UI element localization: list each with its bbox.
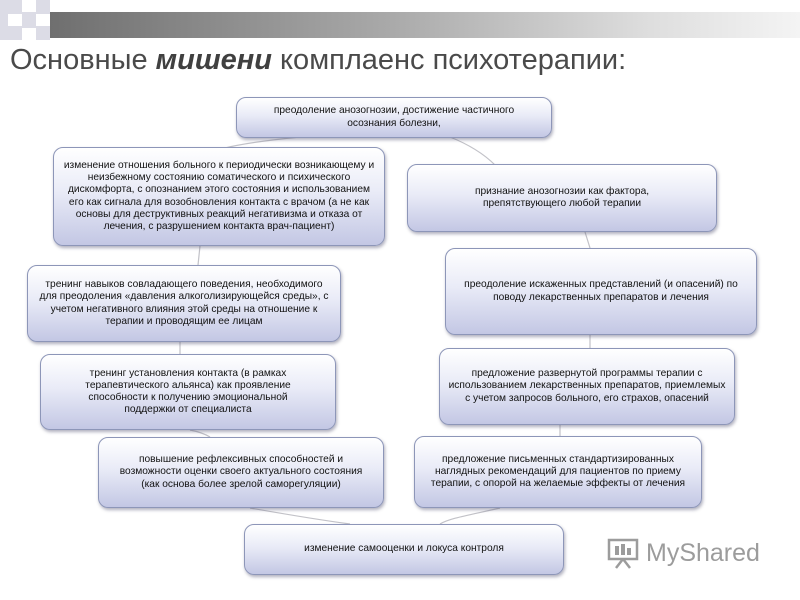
node-left-1-text: изменение отношения больного к периодически возникающему и неизбежному состоянию соматического и психического дискомфорта, с опознанием этого состояния и использованием его как сигнала для возобновления контакта с врачом (а не как основы для деструктивных реакций негативизма и отказа от лечения, с разрушением контакта врач-пациент)	[63, 159, 375, 232]
connector-l3-l4	[190, 430, 210, 437]
node-right-1-text: признание анозогнозии как фактора, препятствующего любой терапии	[474, 185, 650, 209]
presentation-board-icon	[606, 537, 640, 569]
node-bottom-text: изменение самооценки и локуса контроля	[304, 543, 504, 555]
node-left-1	[53, 147, 385, 246]
node-top	[236, 97, 552, 138]
node-left-2	[27, 265, 341, 342]
node-left-4	[98, 437, 384, 508]
connector-r4-bottom	[440, 508, 500, 524]
node-left-3-text: тренинг установления контакта (в рамках терапевтического альянса) как проявление способности к получению эмоциональной поддержки от специалиста	[85, 367, 291, 416]
node-right-3	[439, 348, 735, 425]
title-emphasis: мишени	[155, 44, 272, 76]
connector-l1-l2	[198, 246, 200, 265]
connector-r1-r2	[585, 232, 590, 248]
connector-top-r1	[450, 137, 495, 165]
node-bottom	[244, 524, 564, 575]
title-prefix: Основные	[10, 44, 148, 76]
node-right-4-text: предложение письменных стандартизированных наглядных рекомендаций для пациентов по приему терапии, с опорой на желаемые эффекты от лечения	[430, 453, 686, 490]
connector-l4-bottom	[250, 508, 350, 524]
node-left-3	[40, 354, 336, 430]
node-right-1	[407, 164, 717, 232]
myshared-watermark	[606, 536, 760, 570]
title-suffix: комплаенс психотерапии:	[280, 44, 627, 76]
node-right-3-text: предложение развернутой программы терапии с использованием лекарственных препаратов, приемлемых с учетом запросов больного, его страхов, опасений	[448, 368, 726, 404]
node-left-4-text: повышение рефлексивных способностей и возможности оценки своего актуального состояния (как основа более зрелой саморегуляции)	[119, 454, 363, 490]
node-right-2	[445, 248, 757, 335]
node-right-4	[414, 436, 702, 508]
node-top-text: преодоление анозогнозии, достижение частичного осознания болезни,	[273, 105, 515, 129]
node-right-2-text: преодоление искаженных представлений (и опасений) по поводу лекарственных препаратов и лечения	[464, 279, 738, 303]
node-left-2-text: тренинг навыков совладающего поведения, необходимого для преодоления «давления алкоголизирующейся среды», с учетом негативного влияния этой среды на отношение к терапии и проводящим ее лицам	[39, 279, 329, 327]
watermark-text: MyShared	[646, 538, 760, 567]
